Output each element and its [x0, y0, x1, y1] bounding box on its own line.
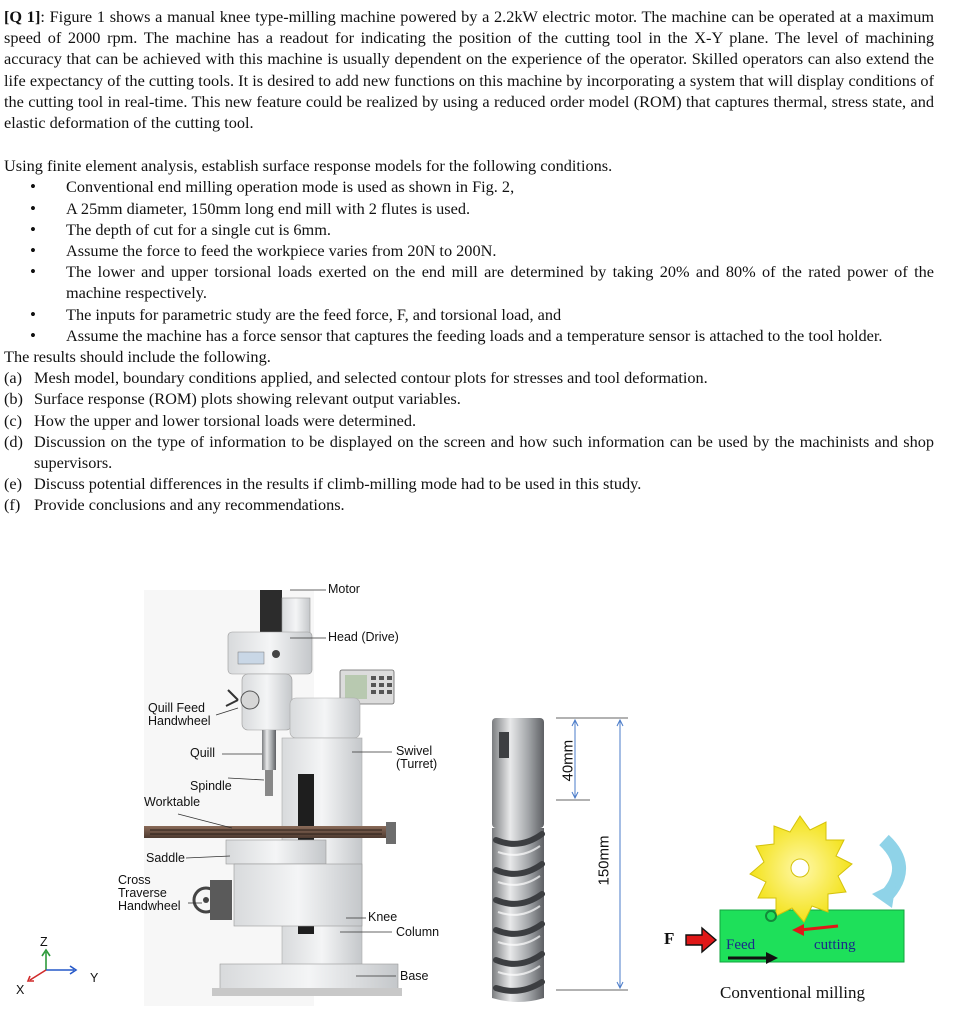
workpiece	[720, 910, 904, 962]
label-swivel-turret: Swivel (Turret)	[396, 744, 438, 771]
condition-item: • The lower and upper torsional loads exerted on the end mill are determined by taking 20% and 80% of the rated power of the machine respectively.	[4, 261, 934, 303]
dim-150mm: 150mm	[595, 835, 613, 886]
label-force-f: F	[664, 929, 675, 948]
figures	[0, 578, 956, 1024]
result-label: (b)	[4, 389, 23, 409]
milling-machine-illustration	[28, 590, 402, 1006]
force-arrow	[686, 928, 716, 952]
result-label: (d)	[4, 431, 23, 451]
condition-item: • The inputs for parametric study are the feed force, F, and torsional load, and	[4, 304, 934, 325]
condition-item: • A 25mm diameter, 150mm long end mill with 2 flutes is used.	[4, 198, 934, 219]
result-label: (e)	[4, 474, 23, 494]
condition-item: • Conventional end milling operation mode is used as shown in Fig. 2,	[4, 176, 934, 197]
base	[220, 964, 398, 992]
condition-item: • Assume the machine has a force sensor that captures the feeding loads and a temperature sensor is attached to the tool holder.	[4, 325, 934, 346]
intro-paragraph	[4, 6, 934, 133]
label-head: Head (Drive)	[328, 630, 399, 644]
result-item	[4, 367, 934, 388]
result-label: (f)	[4, 495, 21, 515]
result-item	[4, 431, 934, 473]
results-list	[4, 367, 934, 515]
label-motor: Motor	[328, 582, 360, 596]
condition-item: • Assume the force to feed the workpiece varies from 20N to 200N.	[4, 240, 934, 261]
result-text: Provide conclusions and any recommendations.	[34, 495, 345, 515]
label-base: Base	[400, 969, 429, 983]
knee	[234, 864, 362, 926]
result-text: Discussion on the type of information to be displayed on the screen and how such information can be used by the machinists and shop supervisors.	[34, 431, 934, 473]
label-spindle: Spindle	[190, 779, 232, 793]
condition-item: • The depth of cut for a single cut is 6mm.	[4, 219, 934, 240]
label-cutting: cutting	[814, 937, 856, 953]
axis-z-label: Z	[40, 935, 48, 949]
conditions-list	[4, 176, 934, 346]
result-item	[4, 388, 934, 409]
label-saddle: Saddle	[146, 851, 185, 865]
result-text: How the upper and lower torsional loads were determined.	[34, 410, 417, 430]
question-text	[4, 6, 934, 516]
label-column: Column	[396, 925, 440, 939]
result-text: Discuss potential differences in the results if climb-milling mode had to be used in this study.	[34, 474, 642, 494]
result-item	[4, 410, 934, 431]
result-item	[4, 473, 934, 494]
results-intro: The results should include the following.	[4, 347, 271, 367]
dim-40mm: 40mm	[559, 739, 577, 782]
label-cross-traverse-handwheel: Cross Traverse Handwheel	[118, 873, 181, 913]
figure-caption-conventional-milling: Conventional milling	[720, 983, 865, 1002]
spindle	[265, 770, 273, 796]
label-quill-feed-handwheel: Quill Feed Handwheel	[148, 701, 211, 728]
label-quill: Quill	[190, 746, 216, 760]
result-label: (a)	[4, 368, 23, 388]
label-worktable: Worktable	[144, 795, 201, 809]
quill	[262, 730, 276, 770]
milling-cutter	[750, 816, 852, 922]
axis-x-label: X	[16, 983, 25, 997]
question-tag: [Q 1]	[4, 7, 41, 26]
result-text: Mesh model, boundary conditions applied, and selected contour plots for stresses and tool deformation.	[34, 368, 708, 388]
result-label: (c)	[4, 410, 23, 430]
conventional-milling-illustration	[686, 816, 904, 964]
worktable	[144, 826, 388, 838]
saddle	[226, 840, 326, 864]
intro-text: : Figure 1 shows a manual knee type-milling machine powered by a 2.2kW electric motor. The machine can be operated at a maximum speed of 2000 rpm. The machine has a readout for indicating the position of the cutting tool in the X-Y plane. The level of machining accuracy that can be achieved with this machine is usually dependent on the experience of the operator. Skilled operators can also extend the life expectancy of the cutting tools. It is desired to add new functions on this machine by incorporating a system that will display conditions of the cutting tool in real-time. This new feature could be realized by using a reduced order model (ROM) that captures thermal, stress state, and elastic deformation of the cutting tool.	[4, 7, 934, 133]
result-text: Surface response (ROM) plots showing relevant output variables.	[34, 389, 461, 409]
label-feed: Feed	[726, 937, 756, 953]
xyz-axis-icon	[28, 950, 76, 981]
result-item	[4, 494, 934, 515]
task-statement: Using finite element analysis, establish surface response models for the following conditions.	[4, 156, 613, 176]
axis-y-label: Y	[90, 971, 99, 985]
label-knee: Knee	[368, 910, 398, 924]
